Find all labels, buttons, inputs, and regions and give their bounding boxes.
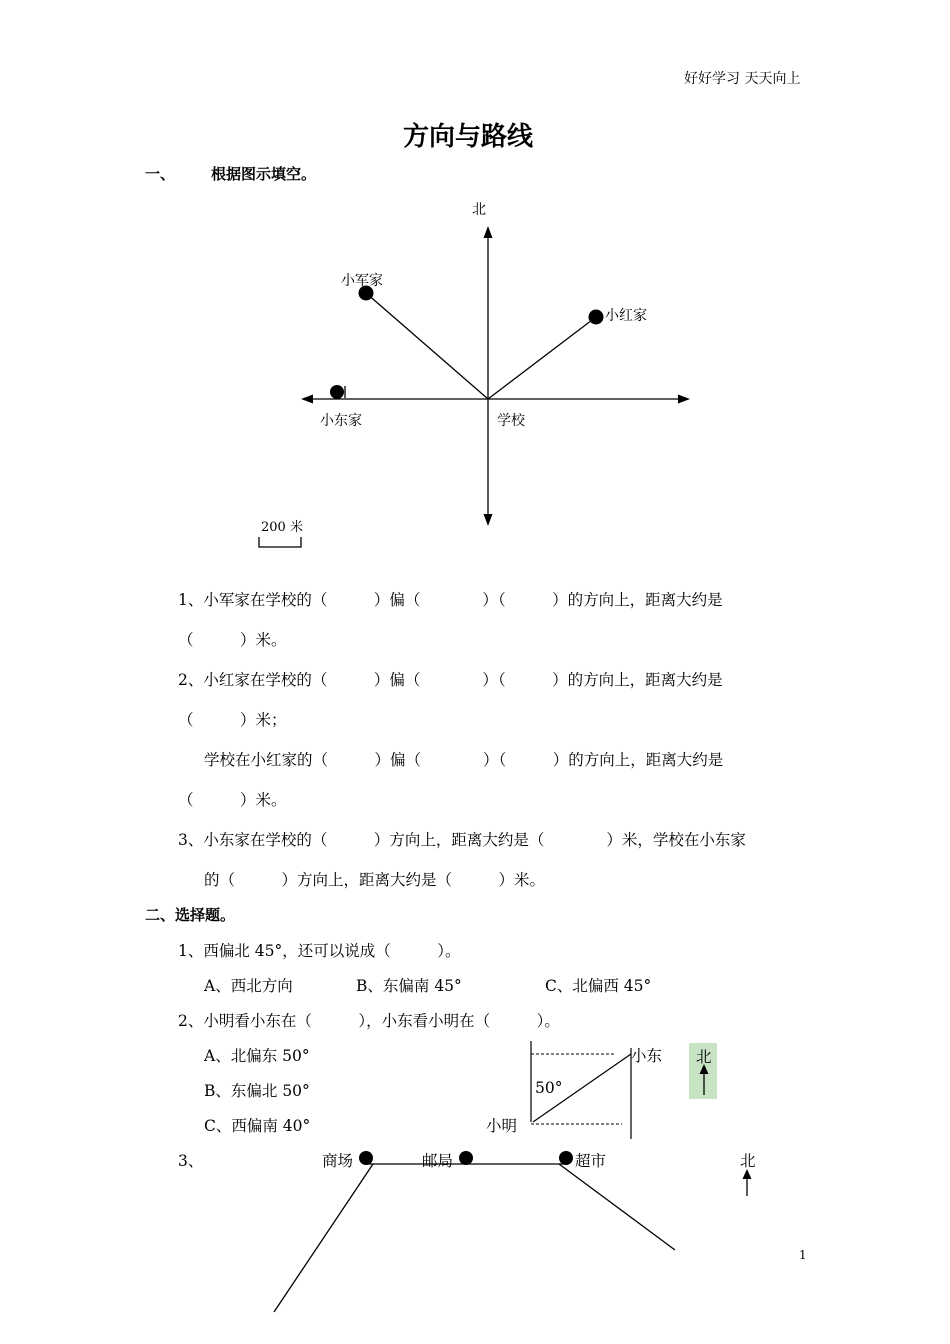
scale-bar (259, 537, 301, 547)
school-label: 学校 (497, 413, 525, 429)
scale-label: 200 米 (261, 520, 303, 535)
q2-line1: 2、小红家在学校的（ ）偏（ ）（ ）的方向上，距离大约是 (178, 671, 723, 689)
mall-label: 商场 (322, 1152, 354, 1170)
q2-line3: 学校在小红家的（ ）偏（ ）（ ）的方向上，距离大约是 (204, 751, 724, 769)
choice-q2-option-c: C、西偏南 40° (204, 1117, 311, 1135)
section1-heading: 根据图示填空。 (211, 165, 317, 183)
xiaojun-home-label: 小军家 (341, 273, 383, 289)
xiaodong-home-label: 小东家 (320, 413, 362, 429)
choice-q2-option-a: A、北偏东 50° (204, 1047, 310, 1065)
supermarket-dot (559, 1151, 573, 1165)
xiaohong-home-dot (589, 310, 604, 325)
choice-q2-option-b: B、东偏北 50° (204, 1082, 310, 1100)
q3-line2: 的（ ）方向上，距离大约是（ ）米。 (204, 871, 546, 889)
choice-q1-option-a: A、西北方向 (204, 977, 293, 995)
map-north-label: 北 (472, 202, 486, 218)
q2-north-label: 北 (696, 1048, 712, 1066)
section2-heading: 二、选择题。 (145, 906, 236, 924)
xiaohong-home-label: 小红家 (605, 308, 647, 324)
section1-number: 一、 (145, 165, 176, 183)
q3-line1: 3、小东家在学校的（ ）方向上，距离大约是（ ）米，学校在小东家 (178, 831, 746, 849)
choice-q2-stem: 2、小明看小东在（ ），小东看小明在（ ）。 (178, 1012, 560, 1030)
choice-q1-stem: 1、西偏北 45°，还可以说成（ ）。 (178, 942, 461, 960)
q2-xiaoming-label: 小明 (486, 1117, 518, 1135)
q2-line2: （ ）米； (178, 711, 287, 729)
choice-q3-number: 3、 (178, 1152, 204, 1170)
header-slogan: 好好学习 天天向上 (684, 71, 801, 87)
mall-dot (359, 1151, 373, 1165)
post-office-label: 邮局 (422, 1152, 454, 1170)
q3-north-label: 北 (740, 1152, 756, 1170)
choice-q1-option-c: C、北偏西 45° (545, 977, 652, 995)
post-office-dot (459, 1151, 473, 1165)
choice-q1-option-b: B、东偏南 45° (356, 977, 462, 995)
supermarket-label: 超市 (575, 1152, 607, 1170)
q2-xiaodong-label: 小东 (631, 1047, 663, 1065)
page-title: 方向与路线 (403, 122, 534, 152)
q2-line4: （ ）米。 (178, 791, 287, 809)
xiaodong-home-dot (330, 385, 344, 399)
q1-line2: （ ）米。 (178, 631, 287, 649)
q2-angle-label: 50° (535, 1079, 563, 1097)
q1-line1: 1、小军家在学校的（ ）偏（ ）（ ）的方向上，距离大约是 (178, 591, 723, 609)
page-number: 1 (799, 1248, 807, 1262)
